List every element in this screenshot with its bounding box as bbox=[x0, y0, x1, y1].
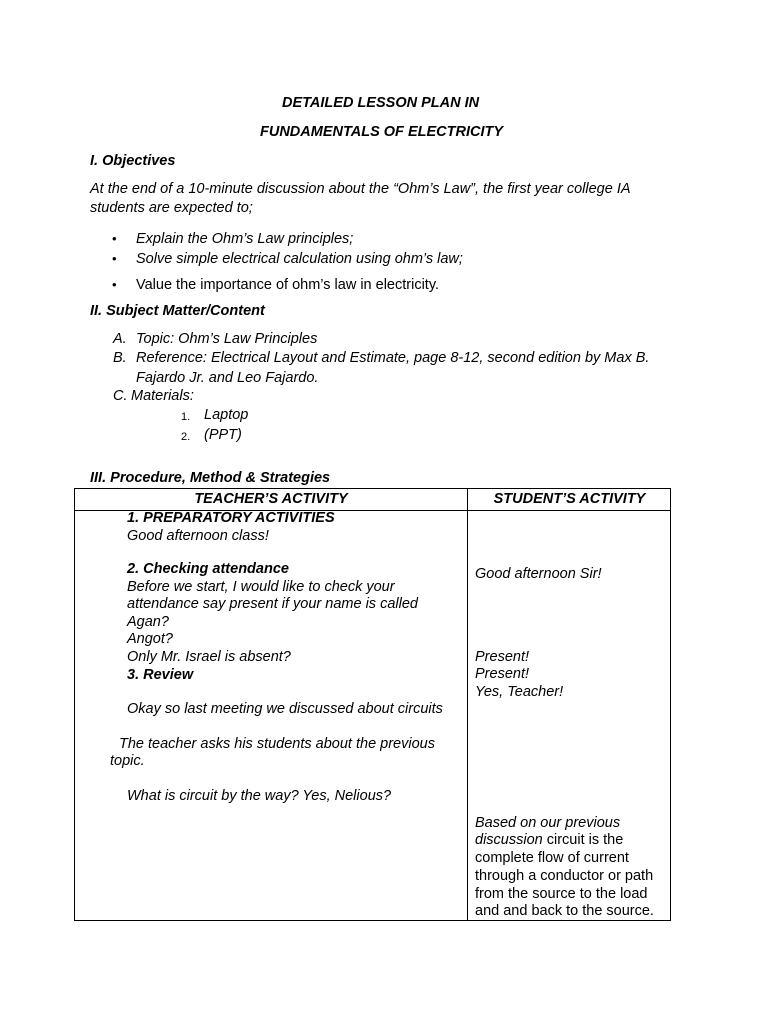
subject-item-a-marker: A. bbox=[113, 331, 127, 347]
subject-item-b-marker: B. bbox=[113, 350, 127, 366]
student-reply-present-2: Present! bbox=[475, 666, 529, 682]
document-title-line2: FUNDAMENTALS OF ELECTRICITY bbox=[260, 124, 503, 140]
subject-item-b-reference-cont: Fajardo Jr. and Leo Fajardo. bbox=[136, 370, 319, 386]
preparatory-activities-heading: 1. PREPARATORY ACTIVITIES bbox=[127, 510, 335, 526]
subject-item-b-reference: Reference: Electrical Layout and Estimate, page 8-12, second edition by Max B. bbox=[136, 350, 650, 366]
material-2-marker: 2. bbox=[181, 431, 191, 443]
student-answer-line2 bbox=[475, 832, 623, 850]
checking-attendance-heading: 2. Checking attendance bbox=[127, 561, 289, 577]
material-2-ppt: (PPT) bbox=[204, 427, 242, 443]
attendance-line-1: Before we start, I would like to check your bbox=[127, 579, 395, 595]
student-reply-present-1: Present! bbox=[475, 649, 529, 665]
subject-item-c-marker: C. bbox=[113, 388, 128, 404]
procedure-heading: III. Procedure, Method & Strategies bbox=[90, 470, 331, 486]
student-answer-line1: Based on our previous bbox=[475, 815, 621, 831]
objectives-heading: I. Objectives bbox=[90, 153, 176, 169]
teacher-note-line2: topic. bbox=[110, 753, 145, 769]
student-greeting-reply: Good afternoon Sir! bbox=[475, 566, 602, 582]
subject-item-a-topic: Topic: Ohm’s Law Principles bbox=[136, 331, 318, 347]
procedure-table bbox=[74, 488, 671, 921]
student-activity-header: STUDENT’S ACTIVITY bbox=[493, 491, 646, 507]
objectives-intro-line2: students are expected to; bbox=[90, 200, 253, 216]
bullet-icon: • bbox=[112, 231, 117, 246]
objective-item-3: Value the importance of ohm’s law in electricity. bbox=[136, 277, 440, 293]
objectives-intro-line1: At the end of a 10-minute discussion about the “Ohm’s Law”, the first year college IA bbox=[90, 181, 631, 197]
teacher-note-line1: The teacher asks his students about the previous bbox=[119, 736, 435, 752]
bullet-icon: • bbox=[112, 277, 117, 292]
attendance-name-agan: Agan? bbox=[127, 614, 169, 630]
student-reply-yes-teacher: Yes, Teacher! bbox=[475, 684, 564, 700]
document-title-line1: DETAILED LESSON PLAN IN bbox=[282, 95, 480, 111]
student-answer-line2-italic: discussion bbox=[475, 832, 543, 848]
teacher-greeting: Good afternoon class! bbox=[127, 528, 269, 544]
bullet-icon: • bbox=[112, 251, 117, 266]
table-column-divider bbox=[467, 489, 468, 920]
material-1-laptop: Laptop bbox=[204, 407, 249, 423]
attendance-name-angot: Angot? bbox=[127, 631, 173, 647]
student-answer-line6: and and back to the source. bbox=[475, 903, 654, 919]
subject-matter-heading: II. Subject Matter/Content bbox=[90, 303, 265, 319]
objective-item-2: Solve simple electrical calculation using ohm’s law; bbox=[136, 251, 463, 267]
review-heading: 3. Review bbox=[127, 667, 194, 683]
review-line: Okay so last meeting we discussed about circuits bbox=[127, 701, 443, 717]
subject-item-c-materials: Materials: bbox=[131, 388, 194, 404]
review-question: What is circuit by the way? Yes, Nelious? bbox=[127, 788, 392, 804]
attendance-absent-note: Only Mr. Israel is absent? bbox=[127, 649, 291, 665]
objective-item-1: Explain the Ohm’s Law principles; bbox=[136, 231, 354, 247]
student-answer-line5: from the source to the load bbox=[475, 886, 648, 902]
student-answer-line2-plain: circuit is the bbox=[542, 832, 624, 848]
student-answer-line3: complete flow of current bbox=[475, 850, 629, 866]
student-answer-line4: through a conductor or path bbox=[475, 868, 654, 884]
material-1-marker: 1. bbox=[181, 411, 191, 423]
teacher-activity-header: TEACHER’S ACTIVITY bbox=[194, 491, 348, 507]
attendance-line-2: attendance say present if your name is called bbox=[127, 596, 418, 612]
